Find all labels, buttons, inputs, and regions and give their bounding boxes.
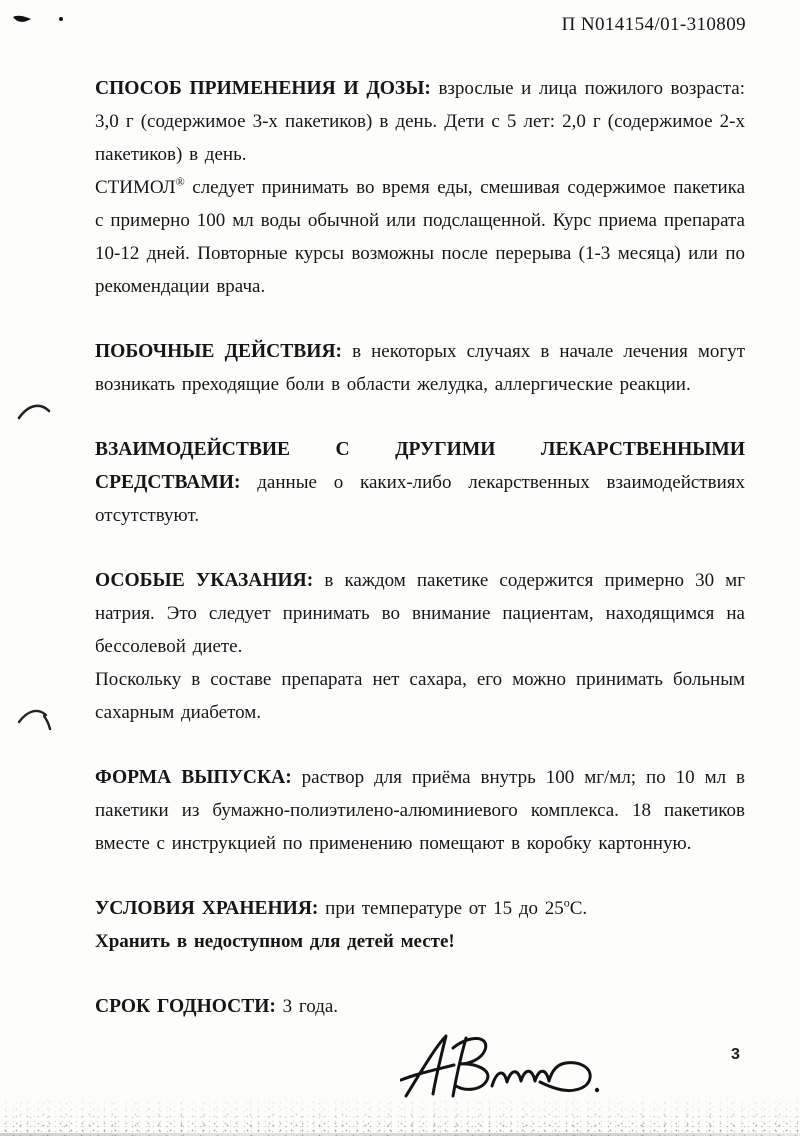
section-side-effects-text: в некоторых случаях в начале лечения могут возникать преходящие боли в области желудка, аллергические реакции. (95, 341, 746, 395)
document-body (95, 72, 745, 1023)
section-storage-heading: УСЛОВИЯ ХРАНЕНИЯ: (95, 898, 319, 919)
scan-mark-dot-icon (59, 17, 63, 21)
section-shelf-life-text: 3 года. (282, 996, 339, 1017)
page-number: 3 (731, 1046, 740, 1063)
section-special-heading: ОСОБЫЕ УКАЗАНИЯ: (95, 570, 314, 591)
scan-mark-arc-icon (16, 400, 52, 426)
section-interactions (95, 466, 745, 532)
section-interactions-heading-line2: СРЕДСТВАМИ: (95, 472, 241, 493)
section-side-effects-heading: ПОБОЧНЫЕ ДЕЙСТВИЯ: (95, 341, 343, 362)
scan-noise-band (0, 1092, 800, 1136)
degree-symbol: о (563, 895, 570, 910)
scan-mark-check-icon (12, 12, 34, 26)
section-side-effects (95, 335, 745, 401)
section-form (95, 761, 745, 860)
section-form-text: раствор для приёма внутрь 100 мг/мл; по 10 мл в пакетики из бумажно-полиэтилено-алюминиевого комплекса. 18 пакетиков вместе с инструкцией по применению помещают в коробку картонную. (95, 767, 745, 854)
section-storage-text: при температуре от 15 до $25^оС$. (325, 895, 588, 919)
section-shelf-life-heading: СРОК ГОДНОСТИ: (95, 996, 276, 1017)
section-interactions-heading-line1: ВЗАИМОДЕЙСТВИЕ С ДРУГИМИ ЛЕКАРСТВЕННЫМИ (95, 439, 745, 460)
section-administration-text: следует принимать во время еды, смешивая содержимое пакетика с примерно 100 мл воды обычной или подслащенной. Курс приема препарата 10-12 дней. Повторные курсы возможны после перерыва (1-3 месяца) или по рекомендации врача. (95, 177, 746, 297)
section-shelf-life (95, 990, 745, 1023)
section-special-text2: Поскольку в составе препарата нет сахара, его можно принимать больным сахарным диабетом. (95, 669, 745, 723)
registration-number: П N014154/01-310809 (561, 14, 746, 35)
trademark-symbol: ® (175, 174, 185, 189)
scan-mark-arc-icon (16, 706, 52, 734)
section-administration (95, 171, 745, 303)
section-dosage (95, 72, 745, 171)
storage-warning: Хранить в недоступном для детей месте! (95, 931, 455, 952)
section-special-directions (95, 564, 745, 663)
section-dosage-text: взрослые и лица пожилого возраста: 3,0 г (содержимое 3-х пакетиков) в день. Дети с 5 лет: 2,0 г (содержимое 2-х пакетиков) в день. (95, 78, 746, 165)
section-storage (95, 892, 745, 925)
section-dosage-heading: СПОСОБ ПРИМЕНЕНИЯ И ДОЗЫ: (95, 78, 431, 99)
brand-name: СТИМОЛ (95, 177, 176, 198)
section-special-text: в каждом пакетике содержится примерно 30 мг натрия. Это следует принимать во внимание пациентам, находящимся на бессолевой диете. (95, 570, 745, 657)
section-form-heading: ФОРМА ВЫПУСКА: (95, 767, 292, 788)
section-interactions-text: данные о каких-либо лекарственных взаимодействиях отсутствуют. (95, 472, 745, 526)
